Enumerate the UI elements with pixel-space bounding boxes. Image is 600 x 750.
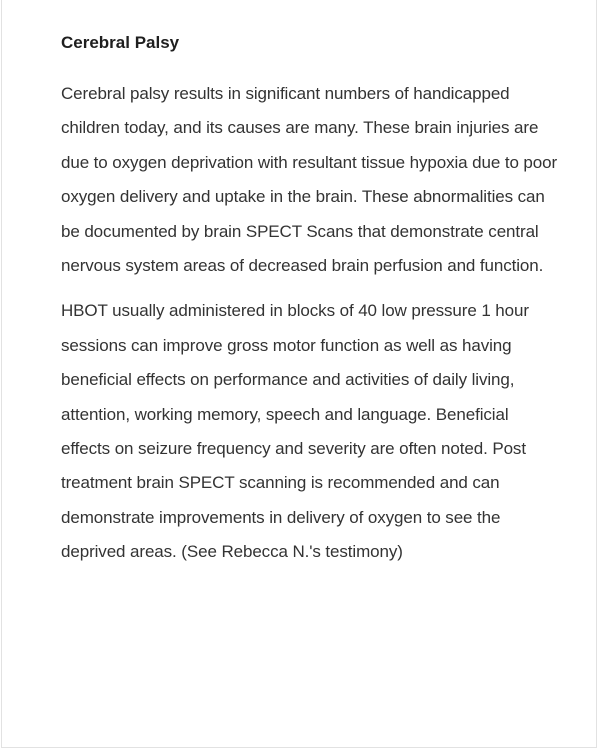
section-title: Cerebral Palsy: [61, 33, 180, 52]
content-panel: [1, 0, 597, 748]
paragraph-causes: Cerebral palsy results in significant numbers of handicapped children today, and its causes are many. These brain injuries are due to oxygen deprivation with resultant tissue hypoxia due to poor oxygen delivery and uptake in the brain. These abnormalities can be documented by brain SPECT Scans that demonstrate central nervous system areas of decreased brain perfusion and function.: [61, 84, 558, 276]
paragraph-hbot-treatment: HBOT usually administered in blocks of 40 low pressure 1 hour sessions can improve gross motor function as well as having beneficial effects on performance and activities of daily living, attention, working memory, speech and language. Beneficial effects on seizure frequency and severity are often noted. Post treatment brain SPECT scanning is recommended and can demonstrate improvements in delivery of oxygen to see the deprived areas. (See Rebecca N.'s testimony): [61, 301, 529, 562]
article: [61, 28, 561, 570]
